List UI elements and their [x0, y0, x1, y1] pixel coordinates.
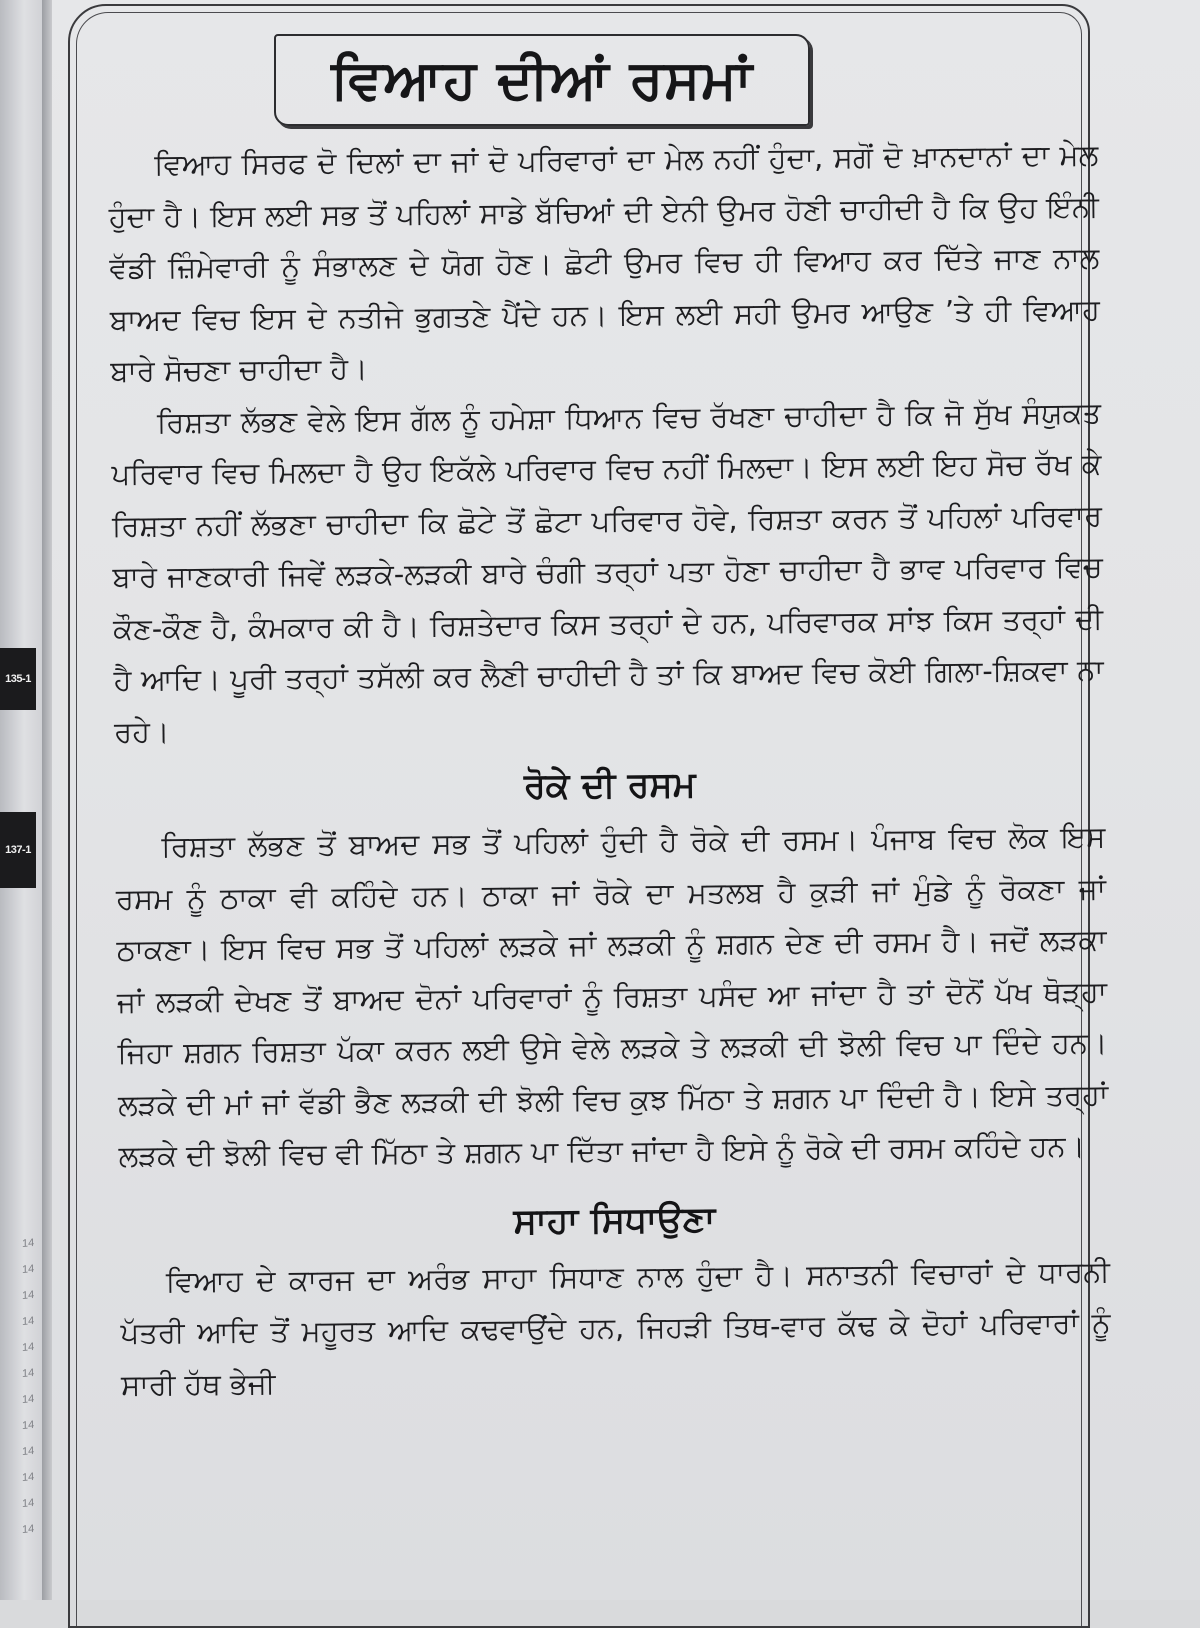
section-paragraph-saha: ਵਿਆਹ ਦੇ ਕਾਰਜ ਦਾ ਅਰੰਭ ਸਾਹਾ ਸਿਧਾਣ ਨਾਲ ਹੁੰਦਾ ਹੈ। ਸਨਾਤਨੀ ਵਿਚਾਰਾਂ ਦੇ ਧਾਰਨੀ ਪੱਤਰੀ ਆਦਿ ਤੋਂ ਮਹੂਰਤ ਆਦਿ ਕਢਵਾਉਂਦੇ ਹਨ, ਜਿਹੜੀ ਤਿਥ-ਵਾਰ ਕੱਢ ਕੇ ਦੋਹਾਂ ਪਰਿਵਾਰਾਂ ਨੂੰ ਸਾਰੀ ਹੱਥ ਭੇਜੀ [120, 1254, 1111, 1402]
margin-number: 14 [22, 1444, 35, 1459]
margin-number: 14 [22, 1314, 35, 1329]
article-body [108, 130, 1111, 1411]
margin-number: 14 [22, 1392, 35, 1407]
margin-number: 14 [22, 1522, 35, 1537]
margin-page-numbers [22, 1229, 44, 1543]
section-paragraph-roka: ਰਿਸ਼ਤਾ ਲੱਭਣ ਤੋਂ ਬਾਅਦ ਸਭ ਤੋਂ ਪਹਿਲਾਂ ਹੁੰਦੀ ਹੈ ਰੋਕੇ ਦੀ ਰਸਮ। ਪੰਜਾਬ ਵਿਚ ਲੋਕ ਇਸ ਰਸਮ ਨੂੰ ਠਾਕਾ ਵੀ ਕਹਿੰਦੇ ਹਨ। ਠਾਕਾ ਜਾਂ ਰੋਕੇ ਦਾ ਮਤਲਬ ਹੈ ਕੁੜੀ ਜਾਂ ਮੁੰਡੇ ਨੂੰ ਰੋਕਣਾ ਜਾਂ ਠਾਕਣਾ। ਇਸ ਵਿਚ ਸਭ ਤੋਂ ਪਹਿਲਾਂ ਲੜਕੇ ਜਾਂ ਲੜਕੀ ਨੂੰ ਸ਼ਗਨ ਦੇਣ ਦੀ ਰਸਮ ਹੈ। ਜਦੋਂ ਲੜਕਾ ਜਾਂ ਲੜਕੀ ਦੇਖਣ ਤੋਂ ਬਾਅਦ ਦੋਨਾਂ ਪਰਿਵਾਰਾਂ ਨੂੰ ਰਿਸ਼ਤਾ ਪਸੰਦ ਆ ਜਾਂਦਾ ਹੈ ਤਾਂ ਦੋਨੋਂ ਪੱਖ ਥੋੜ੍ਹਾ ਜਿਹਾ ਸ਼ਗਨ ਰਿਸ਼ਤਾ ਪੱਕਾ ਕਰਨ ਲਈ ਉਸੇ ਵੇਲੇ ਲੜਕੇ ਤੇ ਲੜਕੀ ਦੀ ਝੋਲੀ ਵਿਚ ਪਾ ਦਿੰਦੇ ਹਨ। ਲੜਕੇ ਦੀ ਮਾਂ ਜਾਂ ਵੱਡੀ ਭੈਣ ਲੜਕੀ ਦੀ ਝੋਲੀ ਵਿਚ ਕੁਝ ਮਿੱਠਾ ਤੇ ਸ਼ਗਨ ਪਾ ਦਿੰਦੀ ਹੈ। ਇਸੇ ਤਰ੍ਹਾਂ ਲੜਕੇ ਦੀ ਝੋਲੀ ਵਿਚ ਵੀ ਮਿੱਠਾ ਤੇ ਸ਼ਗਨ ਪਾ ਦਿੱਤਾ ਜਾਂਦਾ ਹੈ ਇਸੇ ਨੂੰ ਰੋਕੇ ਦੀ ਰਸਮ ਕਹਿੰਦੇ ਹਨ। [115, 819, 1109, 1173]
margin-number: 14 [22, 1366, 35, 1381]
margin-number: 14 [22, 1470, 35, 1485]
side-tab: 135-1 [0, 648, 36, 710]
title-box [274, 34, 810, 126]
margin-number: 14 [22, 1418, 35, 1433]
margin-number: 14 [22, 1340, 35, 1355]
section-heading-saha: ਸਾਹਾ ਸਿਧਾਉਣਾ [513, 1199, 716, 1242]
intro-paragraph: ਰਿਸ਼ਤਾ ਲੱਭਣ ਵੇਲੇ ਇਸ ਗੱਲ ਨੂੰ ਹਮੇਸ਼ਾ ਧਿਆਨ ਵਿਚ ਰੱਖਣਾ ਚਾਹੀਦਾ ਹੈ ਕਿ ਜੋ ਸੁੱਖ ਸੰਯੁਕਤ ਪਰਿਵਾਰ ਵਿਚ ਮਿਲਦਾ ਹੈ ਉਹ ਇਕੱਲੇ ਪਰਿਵਾਰ ਵਿਚ ਨਹੀਂ ਮਿਲਦਾ। ਇਸ ਲਈ ਇਹ ਸੋਚ ਰੱਖ ਕੇ ਰਿਸ਼ਤਾ ਨਹੀਂ ਲੱਭਣਾ ਚਾਹੀਦਾ ਕਿ ਛੋਟੇ ਤੋਂ ਛੋਟਾ ਪਰਿਵਾਰ ਹੋਵੇ, ਰਿਸ਼ਤਾ ਕਰਨ ਤੋਂ ਪਹਿਲਾਂ ਪਰਿਵਾਰ ਬਾਰੇ ਜਾਣਕਾਰੀ ਜਿਵੇਂ ਲੜਕੇ-ਲੜਕੀ ਬਾਰੇ ਚੰਗੀ ਤਰ੍ਹਾਂ ਪਤਾ ਹੋਣਾ ਚਾਹੀਦਾ ਹੈ ਭਾਵ ਪਰਿਵਾਰ ਵਿਚ ਕੌਣ-ਕੌਣ ਹੈ, ਕੰਮਕਾਰ ਕੀ ਹੈ। ਰਿਸ਼ਤੇਦਾਰ ਕਿਸ ਤਰ੍ਹਾਂ ਦੇ ਹਨ, ਪਰਿਵਾਰਕ ਸਾਂਝ ਕਿਸ ਤਰ੍ਹਾਂ ਦੀ ਹੈ ਆਦਿ। ਪੂਰੀ ਤਰ੍ਹਾਂ ਤਸੱਲੀ ਕਰ ਲੈਣੀ ਚਾਹੀਦੀ ਹੈ ਤਾਂ ਕਿ ਬਾਅਦ ਵਿਚ ਕੋਈ ਗਿਲਾ-ਸ਼ਿਕਵਾ ਨਾ ਰਹੇ। [111, 395, 1104, 749]
book-gutter [42, 0, 52, 1600]
margin-number: 14 [22, 1288, 35, 1303]
book-page [52, 0, 1200, 1600]
page-title: ਵਿਆਹ ਦੀਆਂ ਰਸਮਾਂ [331, 48, 753, 111]
margin-number: 14 [22, 1496, 35, 1511]
facing-page [0, 0, 45, 1600]
side-tab: 137-1 [0, 812, 36, 888]
margin-number: 14 [22, 1236, 35, 1251]
intro-paragraph: ਵਿਆਹ ਸਿਰਫ ਦੋ ਦਿਲਾਂ ਦਾ ਜਾਂ ਦੋ ਪਰਿਵਾਰਾਂ ਦਾ ਮੇਲ ਨਹੀਂ ਹੁੰਦਾ, ਸਗੋਂ ਦੋ ਖ਼ਾਨਦਾਨਾਂ ਦਾ ਮੇਲ ਹੁੰਦਾ ਹੈ। ਇਸ ਲਈ ਸਭ ਤੋਂ ਪਹਿਲਾਂ ਸਾਡੇ ਬੱਚਿਆਂ ਦੀ ਏਨੀ ਉਮਰ ਹੋਣੀ ਚਾਹੀਦੀ ਹੈ ਕਿ ਉਹ ਇੰਨੀ ਵੱਡੀ ਜ਼ਿੰਮੇਵਾਰੀ ਨੂੰ ਸੰਭਾਲਣ ਦੇ ਯੋਗ ਹੋਣ। ਛੋਟੀ ਉਮਰ ਵਿਚ ਹੀ ਵਿਆਹ ਕਰ ਦਿੱਤੇ ਜਾਣ ਨਾਲ ਬਾਅਦ ਵਿਚ ਇਸ ਦੇ ਨਤੀਜੇ ਭੁਗਤਣੇ ਪੈਂਦੇ ਹਨ। ਇਸ ਲਈ ਸਹੀ ਉਮਰ ਆਉਣ ’ਤੇ ਹੀ ਵਿਆਹ ਬਾਰੇ ਸੋਚਣਾ ਚਾਹੀਦਾ ਹੈ। [108, 137, 1101, 388]
section-heading-roka: ਰੋਕੇ ਦੀ ਰਸਮ [523, 764, 696, 807]
margin-number: 14 [22, 1262, 35, 1277]
